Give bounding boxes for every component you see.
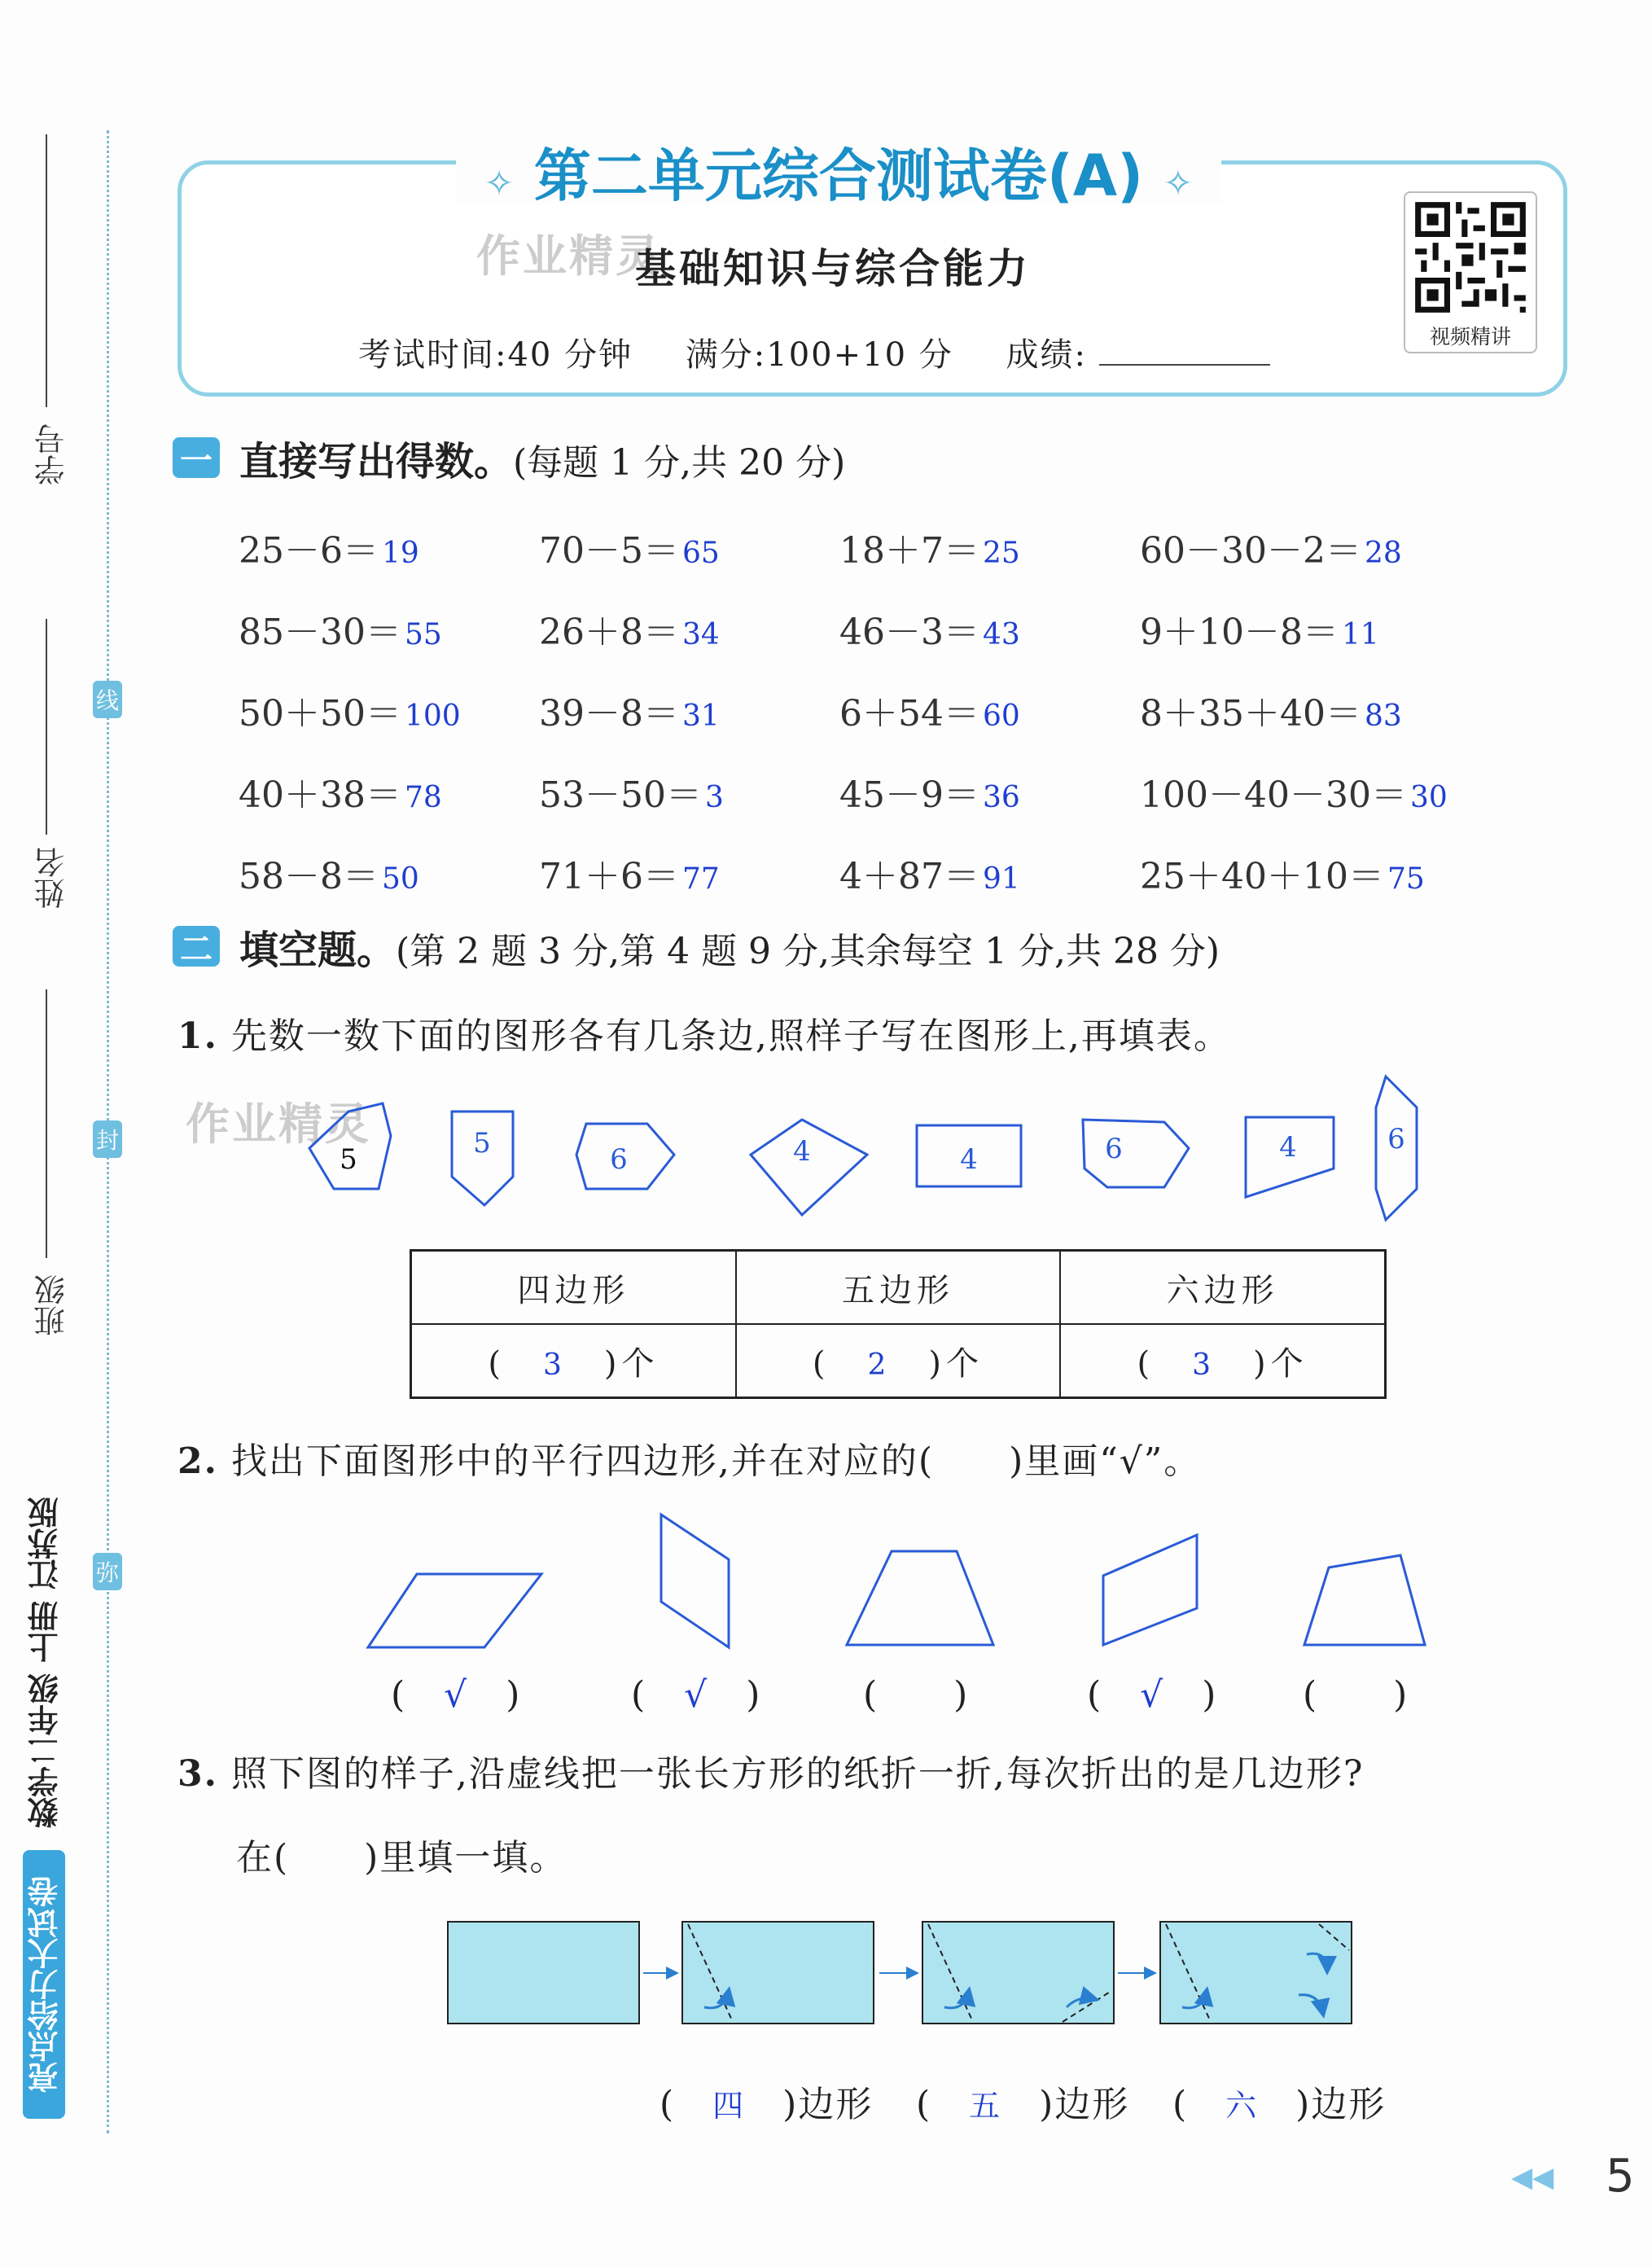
check-mark: √ [444,1674,469,1716]
arith-question: 25－6＝ [239,530,379,572]
q2-answer-slot[interactable]: ( ) [1303,1674,1409,1716]
shape-label-8: 6 [1387,1123,1405,1155]
question-2 [177,1432,1201,1484]
arith-answer[interactable]: 30 [1409,781,1448,814]
shape-label-3: 6 [610,1143,628,1176]
arith-answer[interactable]: 36 [982,781,1020,814]
shape-label-1: 5 [340,1143,357,1176]
arith-answer[interactable]: 25 [982,537,1020,570]
arith-answer[interactable]: 100 [404,699,461,733]
fold-suffix: 边形 [1311,2084,1387,2125]
page-number: 5 [1606,2150,1635,2203]
page-title [456,130,1221,209]
question-1 [177,1006,1231,1059]
arith-answer[interactable]: 19 [381,537,419,570]
arith-question: 4＋87＝ [839,856,979,897]
arith-question: 9＋10－8＝ [1140,612,1339,653]
shapes-row [301,1067,1482,1230]
book-spine [23,1451,65,2119]
table-header-cell: 六边形 [1060,1251,1385,1325]
fold-answer: 六 [1225,2088,1259,2124]
table-answer-cell[interactable]: ( 3 )个 [1060,1324,1385,1398]
arith-answer[interactable]: 31 [681,699,720,733]
arith-item [839,765,1020,818]
arith-answer[interactable]: 11 [1341,618,1379,651]
name-label: 姓名 [34,847,70,909]
arith-answer[interactable]: 50 [381,862,419,896]
unit: 个 [946,1344,984,1383]
arith-item [539,847,720,899]
fold-answer: 五 [969,2088,1002,2124]
arith-answer[interactable]: 60 [982,699,1020,733]
unit: 个 [1270,1344,1308,1383]
q1-text: 先数一数下面的图形各有几条边,照样子写在图形上,再填表。 [230,1015,1231,1057]
section2-note: (第 2 题 3 分,第 4 题 9 分,其余每空 1 分,共 28 分) [396,931,1220,972]
figure-parallelogram-2 [661,1515,729,1647]
shape-label-5: 4 [960,1143,978,1176]
q2-number: 2. [177,1440,218,1482]
arith-item [839,684,1020,736]
q3-text-line1: 照下图的样子,沿虚线把一张长方形的纸折一折,每次折出的是几边形? [230,1753,1365,1795]
arith-item [239,684,461,736]
arith-question: 25＋40＋10＝ [1140,856,1384,897]
title-left-ornament: ✧ [484,163,515,204]
arith-item [539,521,720,573]
table-header-row [411,1251,1386,1325]
arith-answer[interactable]: 83 [1364,699,1402,733]
shape-label-2: 5 [473,1127,491,1160]
shape-label-4: 4 [793,1135,811,1168]
arith-question: 6＋54＝ [839,693,979,734]
table-answer-cell[interactable]: ( 3 )个 [411,1324,736,1398]
arith-question: 100－40－30＝ [1140,774,1407,816]
check-mark: √ [1140,1674,1165,1716]
score-label: 成绩: [1006,336,1087,374]
arith-question: 39－8＝ [539,693,679,734]
watermark-mid: 作业精灵 [186,1098,371,1150]
fold-suffix: 边形 [1054,2084,1130,2125]
section1-title [239,430,845,486]
arith-question: 70－5＝ [539,530,679,572]
arith-answer[interactable]: 55 [404,618,442,651]
figure-parallelogram-1 [368,1574,541,1647]
arith-answer[interactable]: 75 [1387,862,1425,896]
arith-question: 18＋7＝ [839,530,979,572]
q3-number: 3. [177,1753,218,1795]
arith-question: 46－3＝ [839,612,979,653]
arith-answer[interactable]: 28 [1364,537,1402,570]
spine-series-label: 数学二年级 上册 江苏版 [28,1497,64,1829]
name-line [46,619,47,835]
shape-hexagon-2 [1083,1120,1189,1187]
subtitle: 基础知识与综合能力 [635,245,1031,292]
question-3-line1 [177,1744,1365,1796]
qr-code[interactable] [1404,191,1537,353]
watermark-top: 作业精灵 [476,230,662,282]
arith-item [1140,847,1425,899]
q3-answer-slot[interactable]: ( 六 )边形 [1172,2084,1387,2125]
folding-diagram [444,1918,1364,2028]
arith-question: 8＋35＋40＝ [1140,693,1361,734]
section1-title-text: 直接写出得数。 [239,439,514,485]
student-id-line [46,134,47,407]
arith-question: 60－30－2＝ [1140,530,1361,572]
title-text: 第二单元综合测试卷(A) [533,143,1144,209]
q2-answer-slot[interactable]: ( √ ) [631,1674,762,1716]
section2-title [239,919,1220,975]
spine-brand-label: 亮点给力大试卷 [23,1850,65,2119]
check-mark: √ [684,1674,709,1716]
title-right-ornament: ✧ [1163,163,1194,204]
arith-item [239,603,442,655]
arith-answer[interactable]: 65 [681,537,720,570]
arith-item [239,847,419,899]
fold-answer: 四 [712,2088,746,2124]
figure-parallelogram-3 [1103,1535,1197,1645]
exam-time: 考试时间:40 分钟 [358,336,633,374]
score-blank[interactable] [1099,364,1270,366]
arith-answer[interactable]: 91 [982,862,1020,896]
class-label: 班级 [34,1274,70,1336]
arith-item [539,684,720,736]
unit: 个 [621,1344,659,1383]
answer-hexagon: 3 [1192,1348,1216,1382]
seal-xian: 线 [93,681,122,718]
arith-answer[interactable]: 43 [982,618,1020,651]
arith-question: 45－9＝ [839,774,979,816]
arith-item [1140,684,1402,736]
figure-trapezoid-1 [847,1551,993,1645]
arith-item [839,847,1020,899]
section1-note: (每题 1 分,共 20 分) [513,442,846,484]
page-nav-icon: ◀◀ [1511,2161,1554,2194]
arith-question: 26＋8＝ [539,612,679,653]
q3-answer-slot[interactable]: ( 五 )边形 [916,2084,1130,2125]
figure-quad-irregular [1304,1555,1425,1645]
arith-item [539,765,724,818]
arith-item [539,603,720,655]
class-line [46,989,47,1258]
section2-badge: 二 [173,926,220,967]
seal-feng: 封 [93,1120,122,1158]
arith-answer[interactable]: 34 [681,618,720,651]
arith-answer[interactable]: 78 [404,781,442,814]
fold-suffix: 边形 [798,2084,874,2125]
answer-pentagon: 2 [867,1348,892,1382]
section1-badge: 一 [173,437,220,478]
shape-label-7: 4 [1279,1131,1297,1164]
shape-label-6: 6 [1105,1133,1123,1165]
full-score: 满分:100+10 分 [685,336,953,374]
table-header-cell: 四边形 [411,1251,736,1325]
q2-answer-slot[interactable]: ( ) [863,1674,970,1716]
answer-quadrilateral: 3 [542,1348,567,1382]
seal-mi: 弥 [93,1553,122,1590]
qr-caption: 视频精讲 [1429,325,1511,349]
question-3-line2: 在( )里填一填。 [236,1837,567,1879]
q2-text: 找出下面图形中的平行四边形,并在对应的( )里画“√”。 [230,1440,1202,1482]
arith-item [1140,521,1402,573]
arith-question: 50＋50＝ [239,693,401,734]
arith-item [239,765,442,818]
parallelogram-row [358,1506,1449,1653]
q1-number: 1. [177,1015,218,1057]
arith-question: 58－8＝ [239,856,379,897]
q2-answer-slot[interactable]: ( √ ) [391,1674,522,1716]
shape-count-table [410,1249,1387,1399]
arith-answer[interactable]: 77 [681,862,720,896]
q3-answer-slot[interactable]: ( 四 )边形 [659,2084,874,2125]
arith-question: 71＋6＝ [539,856,679,897]
paper-original [448,1922,639,2024]
arith-answer[interactable]: 3 [704,781,724,814]
arith-question: 40＋38＝ [239,774,401,816]
arith-item [839,603,1020,655]
section2-title-text: 填空题。 [239,927,397,973]
arith-question: 53－50＝ [539,774,702,816]
table-header-cell: 五边形 [736,1251,1060,1325]
exam-meta [358,329,1270,375]
table-answer-cell[interactable]: ( 2 )个 [736,1324,1060,1398]
q2-answer-slot[interactable]: ( √ ) [1087,1674,1218,1716]
arith-question: 85－30＝ [239,612,401,653]
table-answer-row [411,1324,1386,1398]
qr-pattern-icon [1407,196,1534,318]
student-id-label: 学号 [34,423,70,485]
arith-item [1140,603,1379,655]
arith-item [839,521,1020,573]
arith-item [239,521,419,573]
arith-item [1140,765,1448,818]
